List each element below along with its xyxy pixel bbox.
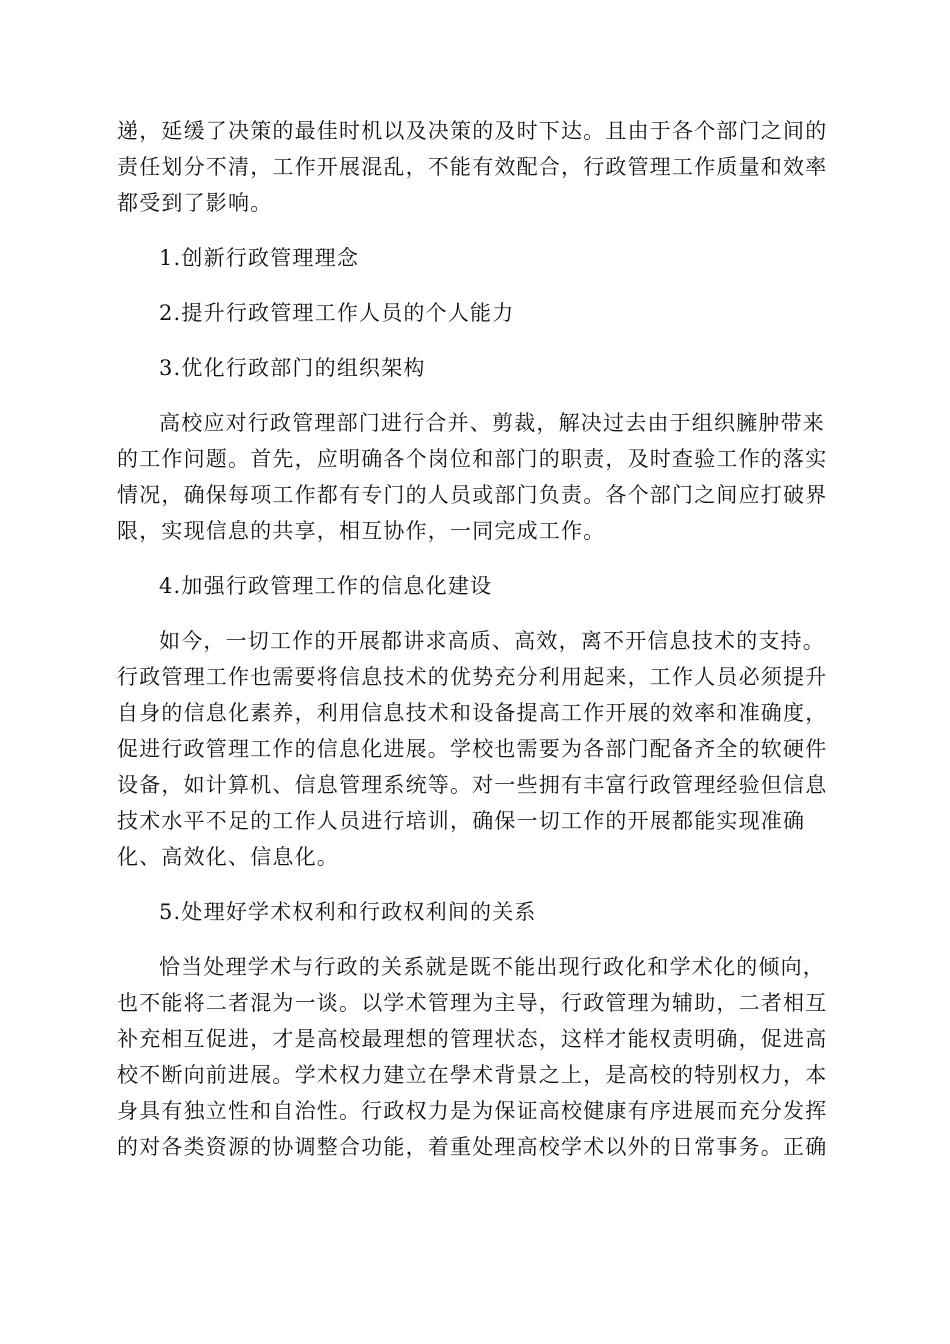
- document-page: [117, 113, 837, 1165]
- section-heading-1: 1.创新行政管理理念: [159, 246, 360, 270]
- section-heading-4: 4.加强行政管理工作的信息化建设: [159, 574, 493, 598]
- section-heading-3: 3.优化行政部门的组织架构: [159, 356, 426, 380]
- organization-structure-paragraph: 高校应对行政管理部门进行合并、剪裁，解决过去由于组织臃肿带来的工作问题。首先，应明确各个岗位和部门的职责，及时查验工作的落实情况，确保每项工作都有专门的人员或部门负责。各个部门之间应打破界限，实现信息的共享，相互协作，一同完成工作。: [117, 411, 828, 543]
- section-heading-5: 5.处理好学术权利和行政权利间的关系: [159, 900, 537, 924]
- continuation-paragraph: 递，延缓了决策的最佳时机以及决策的及时下达。且由于各个部门之间的责任划分不清，工作开展混乱，不能有效配合，行政管理工作质量和效率都受到了影响。: [117, 119, 828, 215]
- information-construction-paragraph: 如今，一切工作的开展都讲求高质、高效，离不开信息技术的支持。行政管理工作也需要将信息技术的优势充分利用起来，工作人员必须提升自身的信息化素养，利用信息技术和设备提高工作开展的效率和准确度，促进行政管理工作的信息化进展。学校也需要为各部门配备齐全的软硬件设备，如计算机、信息管理系统等。对一些拥有丰富行政管理经验但信息技术水平不足的工作人员进行培训，确保一切工作的开展都能实现准确化、高效化、信息化。: [117, 629, 828, 869]
- academic-administrative-relationship-paragraph: 恰当处理学术与行政的关系就是既不能出现行政化和学术化的倾向，也不能将二者混为一谈。以学术管理为主导，行政管理为辅助，二者相互补充相互促进，才是高校最理想的管理状态，这样才能权责明确，促进高校不断向前进展。学术权力建立在學术背景之上，是高校的特别权力，本身具有独立性和自治性。行政权力是为保证高校健康有序进展而充分发挥的对各类资源的协调整合功能，着重处理高校学术以外的日常事务。正确: [117, 955, 828, 1159]
- section-heading-2: 2.提升行政管理工作人员的个人能力: [159, 301, 515, 325]
